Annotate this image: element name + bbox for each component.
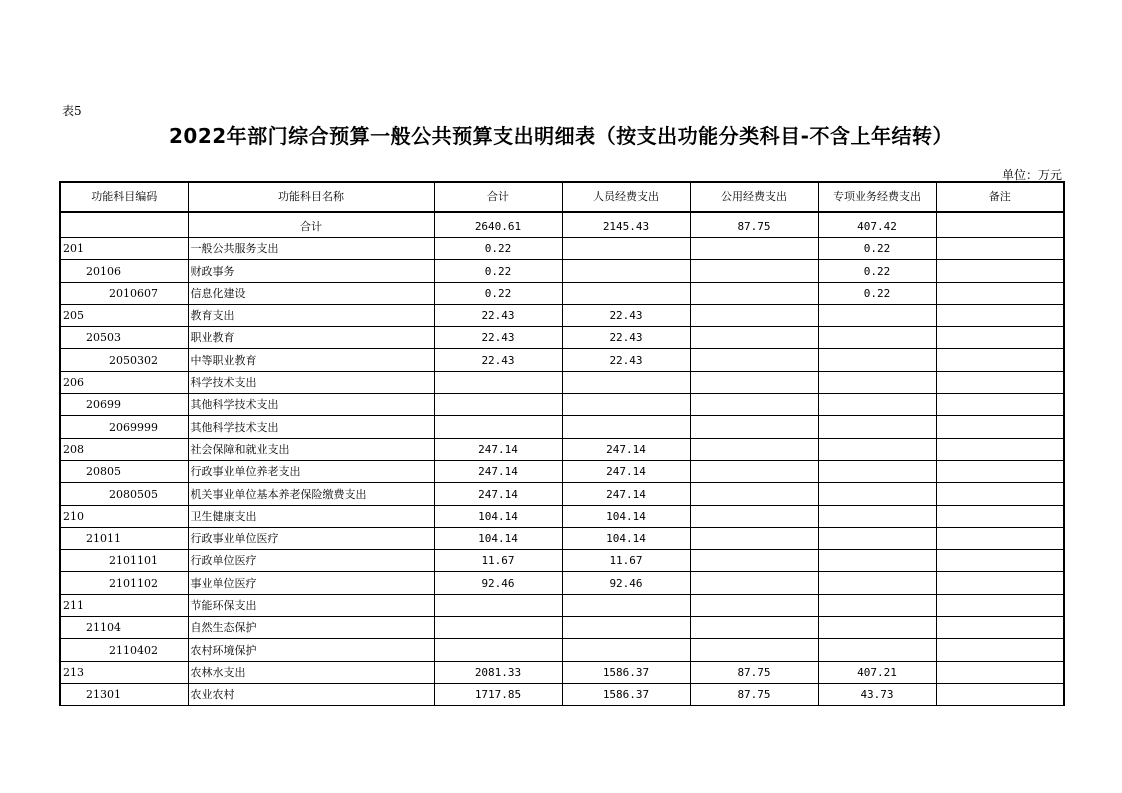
row-special (818, 639, 936, 661)
row-special: 0.22 (818, 238, 936, 260)
row-total: 22.43 (434, 349, 562, 371)
row-personnel: 247.14 (562, 483, 690, 505)
row-personnel (562, 238, 690, 260)
row-name: 信息化建设 (188, 282, 434, 304)
row-code: 208 (60, 438, 188, 460)
row-code: 2080505 (60, 483, 188, 505)
row-name: 一般公共服务支出 (188, 238, 434, 260)
row-total (434, 416, 562, 438)
row-special: 0.22 (818, 282, 936, 304)
row-public (690, 327, 818, 349)
row-personnel (562, 639, 690, 661)
row-note (936, 683, 1064, 705)
row-total (434, 617, 562, 639)
row-special: 0.22 (818, 260, 936, 282)
total-row (60, 212, 1064, 238)
row-personnel: 104.14 (562, 527, 690, 549)
table-row (60, 416, 1064, 438)
row-code: 20805 (60, 460, 188, 482)
header-public: 公用经费支出 (690, 182, 818, 212)
row-name: 机关事业单位基本养老保险缴费支出 (188, 483, 434, 505)
row-personnel: 22.43 (562, 304, 690, 326)
row-code: 2110402 (60, 639, 188, 661)
header-special: 专项业务经费支出 (818, 182, 936, 212)
row-name: 其他科学技术支出 (188, 394, 434, 416)
table-row (60, 661, 1064, 683)
row-note (936, 260, 1064, 282)
row-name: 行政事业单位养老支出 (188, 460, 434, 482)
row-total: 247.14 (434, 460, 562, 482)
total-note (936, 212, 1064, 238)
row-special: 407.21 (818, 661, 936, 683)
row-total: 92.46 (434, 572, 562, 594)
row-code: 201 (60, 238, 188, 260)
table-row (60, 394, 1064, 416)
row-personnel: 1586.37 (562, 683, 690, 705)
row-special (818, 394, 936, 416)
row-special (818, 617, 936, 639)
row-total (434, 371, 562, 393)
row-note (936, 550, 1064, 572)
total-name: 合计 (188, 212, 434, 238)
row-public: 87.75 (690, 683, 818, 705)
header-code: 功能科目编码 (60, 182, 188, 212)
row-name: 农业农村 (188, 683, 434, 705)
row-total: 247.14 (434, 438, 562, 460)
row-special (818, 327, 936, 349)
row-public (690, 594, 818, 616)
table-row (60, 527, 1064, 549)
row-code: 205 (60, 304, 188, 326)
row-code: 2050302 (60, 349, 188, 371)
row-note (936, 594, 1064, 616)
row-personnel (562, 260, 690, 282)
row-name: 科学技术支出 (188, 371, 434, 393)
row-name: 教育支出 (188, 304, 434, 326)
row-note (936, 460, 1064, 482)
row-name: 财政事务 (188, 260, 434, 282)
row-name: 中等职业教育 (188, 349, 434, 371)
row-note (936, 617, 1064, 639)
header-note: 备注 (936, 182, 1064, 212)
row-name: 其他科学技术支出 (188, 416, 434, 438)
row-note (936, 416, 1064, 438)
row-code: 213 (60, 661, 188, 683)
row-special (818, 349, 936, 371)
row-name: 职业教育 (188, 327, 434, 349)
table-row (60, 260, 1064, 282)
row-public (690, 550, 818, 572)
table-row (60, 505, 1064, 527)
table-number-label: 表5 (62, 104, 82, 118)
row-note (936, 282, 1064, 304)
row-note (936, 661, 1064, 683)
row-special (818, 371, 936, 393)
row-public (690, 617, 818, 639)
row-public (690, 349, 818, 371)
row-personnel (562, 416, 690, 438)
document-title: 2022年部门综合预算一般公共预算支出明细表（按支出功能分类科目-不含上年结转） (169, 124, 953, 148)
total-personnel: 2145.43 (562, 212, 690, 238)
row-special (818, 550, 936, 572)
table-header-row (60, 182, 1064, 212)
row-name: 事业单位医疗 (188, 572, 434, 594)
table-row (60, 483, 1064, 505)
row-code: 21301 (60, 683, 188, 705)
row-total: 1717.85 (434, 683, 562, 705)
row-note (936, 371, 1064, 393)
row-public (690, 483, 818, 505)
row-note (936, 572, 1064, 594)
row-public (690, 460, 818, 482)
header-total: 合计 (434, 182, 562, 212)
row-name: 农林水支出 (188, 661, 434, 683)
row-special (818, 594, 936, 616)
row-personnel (562, 282, 690, 304)
row-public (690, 260, 818, 282)
table-row (60, 572, 1064, 594)
row-total: 2081.33 (434, 661, 562, 683)
row-code: 21104 (60, 617, 188, 639)
row-public (690, 416, 818, 438)
row-personnel: 247.14 (562, 460, 690, 482)
table-row (60, 438, 1064, 460)
row-code: 20106 (60, 260, 188, 282)
row-total: 0.22 (434, 260, 562, 282)
table-row (60, 683, 1064, 705)
row-note (936, 527, 1064, 549)
row-public (690, 438, 818, 460)
row-public (690, 639, 818, 661)
row-code: 2010607 (60, 282, 188, 304)
row-name: 社会保障和就业支出 (188, 438, 434, 460)
row-personnel (562, 617, 690, 639)
row-special (818, 505, 936, 527)
budget-table (59, 181, 1065, 706)
row-name: 自然生态保护 (188, 617, 434, 639)
total-public: 87.75 (690, 212, 818, 238)
table-row (60, 460, 1064, 482)
row-public (690, 527, 818, 549)
row-code: 2069999 (60, 416, 188, 438)
row-code: 20699 (60, 394, 188, 416)
row-total: 104.14 (434, 527, 562, 549)
row-personnel (562, 371, 690, 393)
row-personnel: 92.46 (562, 572, 690, 594)
row-note (936, 505, 1064, 527)
header-name: 功能科目名称 (188, 182, 434, 212)
row-total: 11.67 (434, 550, 562, 572)
row-code: 210 (60, 505, 188, 527)
table-row (60, 349, 1064, 371)
table-row (60, 639, 1064, 661)
table-row (60, 617, 1064, 639)
row-total: 22.43 (434, 304, 562, 326)
row-personnel (562, 394, 690, 416)
row-public (690, 238, 818, 260)
row-code: 206 (60, 371, 188, 393)
table-row (60, 327, 1064, 349)
row-public (690, 282, 818, 304)
row-special (818, 304, 936, 326)
row-personnel: 11.67 (562, 550, 690, 572)
row-note (936, 438, 1064, 460)
row-personnel: 22.43 (562, 327, 690, 349)
row-special: 43.73 (818, 683, 936, 705)
row-code: 2101101 (60, 550, 188, 572)
row-note (936, 349, 1064, 371)
row-special (818, 416, 936, 438)
row-note (936, 394, 1064, 416)
row-public: 87.75 (690, 661, 818, 683)
row-name: 行政事业单位医疗 (188, 527, 434, 549)
row-note (936, 238, 1064, 260)
row-note (936, 304, 1064, 326)
row-public (690, 371, 818, 393)
row-public (690, 304, 818, 326)
total-special: 407.42 (818, 212, 936, 238)
row-total: 22.43 (434, 327, 562, 349)
row-total (434, 394, 562, 416)
row-special (818, 460, 936, 482)
table-row (60, 371, 1064, 393)
row-name: 卫生健康支出 (188, 505, 434, 527)
row-total: 0.22 (434, 238, 562, 260)
row-personnel: 22.43 (562, 349, 690, 371)
row-code: 2101102 (60, 572, 188, 594)
row-personnel: 104.14 (562, 505, 690, 527)
header-personnel: 人员经费支出 (562, 182, 690, 212)
row-note (936, 639, 1064, 661)
row-name: 农村环境保护 (188, 639, 434, 661)
table-row (60, 594, 1064, 616)
row-total: 0.22 (434, 282, 562, 304)
row-name: 行政单位医疗 (188, 550, 434, 572)
row-code: 211 (60, 594, 188, 616)
row-name: 节能环保支出 (188, 594, 434, 616)
row-code: 21011 (60, 527, 188, 549)
row-public (690, 572, 818, 594)
row-special (818, 527, 936, 549)
row-personnel (562, 594, 690, 616)
unit-label: 单位：万元 (1001, 168, 1062, 182)
row-note (936, 327, 1064, 349)
row-public (690, 505, 818, 527)
row-note (936, 483, 1064, 505)
row-code: 20503 (60, 327, 188, 349)
table-row (60, 304, 1064, 326)
table-row (60, 550, 1064, 572)
row-total: 104.14 (434, 505, 562, 527)
row-special (818, 483, 936, 505)
table-row (60, 282, 1064, 304)
total-code (60, 212, 188, 238)
row-total: 247.14 (434, 483, 562, 505)
row-personnel: 1586.37 (562, 661, 690, 683)
row-special (818, 438, 936, 460)
row-public (690, 394, 818, 416)
table-row (60, 238, 1064, 260)
row-total (434, 639, 562, 661)
total-total: 2640.61 (434, 212, 562, 238)
row-total (434, 594, 562, 616)
row-personnel: 247.14 (562, 438, 690, 460)
row-special (818, 572, 936, 594)
